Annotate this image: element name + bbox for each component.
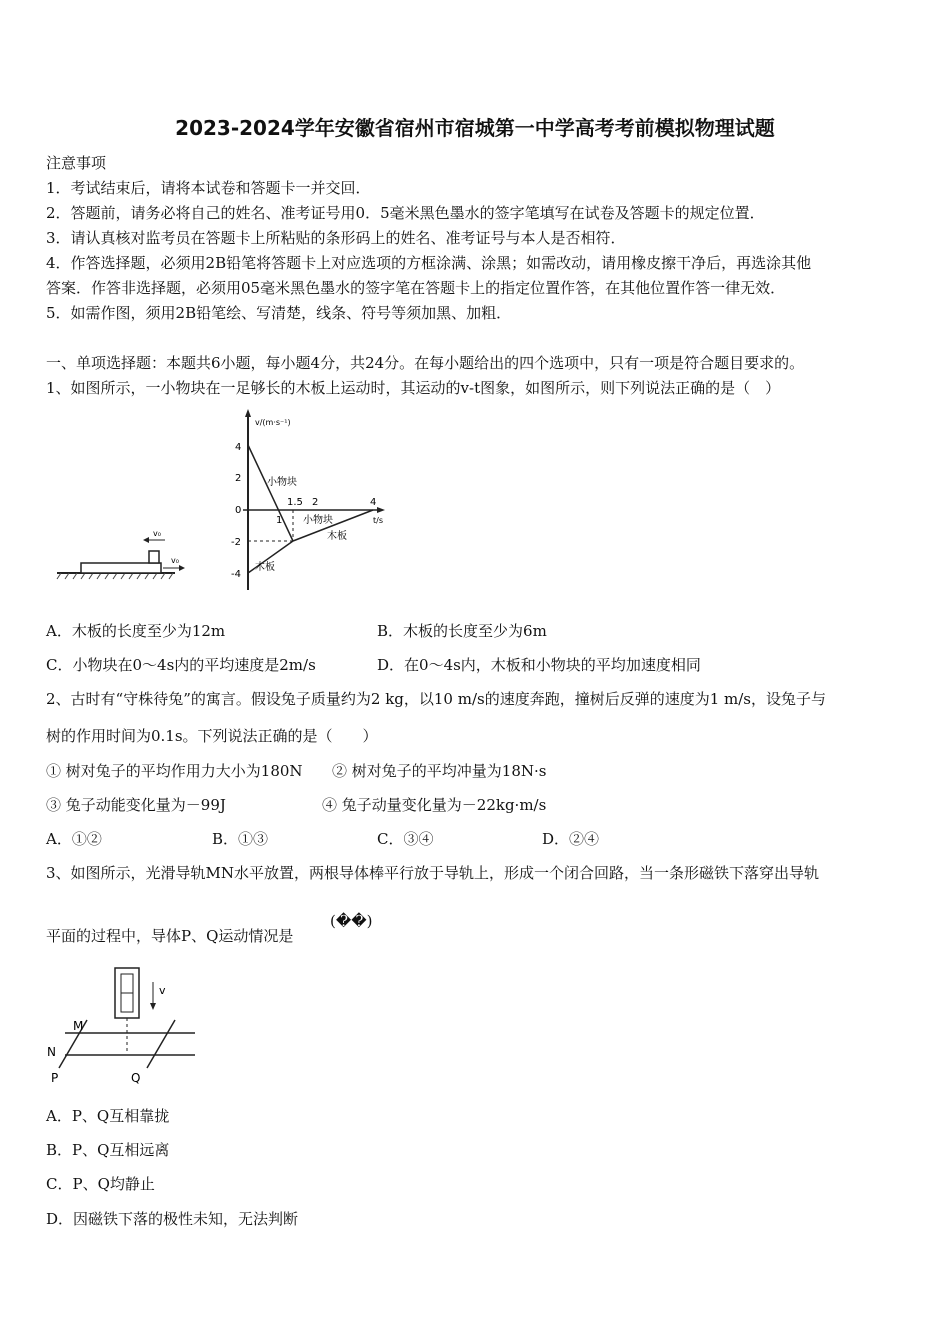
notice-heading: 注意事项 <box>46 154 107 172</box>
notice-item: 3．请认真核对监考员在答题卡上所粘贴的条形码上的姓名、准考证号与本人是否相符． <box>46 229 626 247</box>
notice-item: 4．作答选择题，必须用2B铅笔将答题卡上对应选项的方框涂满、涂黑；如需改动，请用橡皮擦干净后，再选涂其他 <box>46 254 812 272</box>
q2-option-a: A．①② <box>46 830 102 848</box>
board-label-2: 木板 <box>255 562 275 573</box>
y-tick: -2 <box>231 537 241 548</box>
y-tick: 0 <box>235 505 242 516</box>
q3-option-c: C．P、Q均静止 <box>46 1175 155 1193</box>
label-q: Q <box>131 1071 141 1085</box>
x-axis-label: t/s <box>373 516 383 525</box>
page-title: 2023-2024学年安徽省宿州市宿城第一中学高考考前模拟物理试题 <box>175 116 775 140</box>
y-tick: 2 <box>235 473 242 484</box>
notice-item: 1．考试结束后，请将本试卷和答题卡一并交回． <box>46 179 371 197</box>
q1-option-a: A．木板的长度至少为12m <box>46 622 226 640</box>
q2-statement: ④ 兔子动量变化量为－22kg·m/s <box>322 796 547 814</box>
section-heading: 一、单项选择题：本题共6小题，每小题4分，共24分。在每小题给出的四个选项中，只有一项是符合题目要求的。 <box>46 354 805 372</box>
label-p: P <box>51 1071 59 1085</box>
q2-option-d: D．②④ <box>542 830 600 848</box>
board-diagram <box>57 529 185 579</box>
answer-bracket: (��) <box>330 912 373 930</box>
question-1-stem: 1、如图所示，一小物块在一足够长的木板上运动时，其运动的v-t图象，如图所示，则下列说法正确的是（ ） <box>46 379 781 397</box>
q3-option-a: A．P、Q互相靠拢 <box>46 1107 170 1125</box>
notice-item: 2．答题前，请务必将自己的姓名、准考证号用0．5毫米黑色墨水的签字笔填写在试卷及答题卡的规定位置． <box>46 204 765 222</box>
q1-option-d: D．在0～4s内，木板和小物块的平均加速度相同 <box>377 656 701 674</box>
vt-graph <box>231 409 385 590</box>
question-2-stem: 2、古时有“守株待兔”的寓言。假设兔子质量约为2 kg，以10 m/s的速度奔跑，撞树后反弹的速度为1 m/s，设兔子与 <box>46 690 827 708</box>
v0-left-label: v₀ <box>153 529 161 538</box>
notice-item: 答案．作答非选择题，必须用05毫米黑色墨水的签字笔在答题卡上的指定位置作答，在其他位置作答一律无效． <box>46 279 786 297</box>
question-2-stem-cont: 树的作用时间为0.1s。下列说法正确的是（ ） <box>46 727 378 745</box>
q1-option-b: B．木板的长度至少为6m <box>377 622 547 640</box>
q2-option-c: C．③④ <box>377 830 434 848</box>
label-m: M <box>73 1019 84 1033</box>
q2-statement: ① 树对兔子的平均作用力大小为180N <box>46 762 303 780</box>
q3-option-d: D．因磁铁下落的极性未知，无法判断 <box>46 1210 299 1228</box>
board-label: 木板 <box>327 531 347 542</box>
block-label-2: 小物块 <box>303 515 333 526</box>
q2-statement: ② 树对兔子的平均冲量为18N·s <box>332 762 547 780</box>
velocity-label: v <box>159 984 166 997</box>
block-line <box>248 445 293 541</box>
rod-q <box>147 1020 175 1068</box>
label-n: N <box>47 1045 56 1059</box>
question-3-stem: 3、如图所示，光滑导轨MN水平放置，两根导体棒平行放于导轨上，形成一个闭合回路，当一条形磁铁下落穿出导轨 <box>46 864 820 882</box>
q3-option-b: B．P、Q互相远离 <box>46 1141 170 1159</box>
y-axis-label: v/(m·s⁻¹) <box>255 418 291 427</box>
q1-option-c: C．小物块在0～4s内的平均速度是2m/s <box>46 656 316 674</box>
x-tick: 4 <box>370 497 377 508</box>
q3-magnet-figure <box>45 960 205 1085</box>
notice-item: 5．如需作图，须用2B铅笔绘、写清楚，线条、符号等须加黑、加粗． <box>46 304 512 322</box>
y-tick: 4 <box>235 442 242 453</box>
question-3-stem-cont: 平面的过程中，导体P、Q运动情况是 <box>46 927 294 945</box>
q2-statement: ③ 兔子动能变化量为－99J <box>46 796 226 814</box>
v0-right-label: v₀ <box>171 556 179 565</box>
x-tick: 2 <box>312 497 319 508</box>
q1-vt-figure <box>55 405 395 595</box>
x-tick: 1.5 <box>287 497 303 508</box>
q2-option-b: B．①③ <box>212 830 269 848</box>
x-tick: 1 <box>276 515 283 526</box>
block-label: 小物块 <box>267 477 297 488</box>
y-tick: -4 <box>231 569 241 580</box>
